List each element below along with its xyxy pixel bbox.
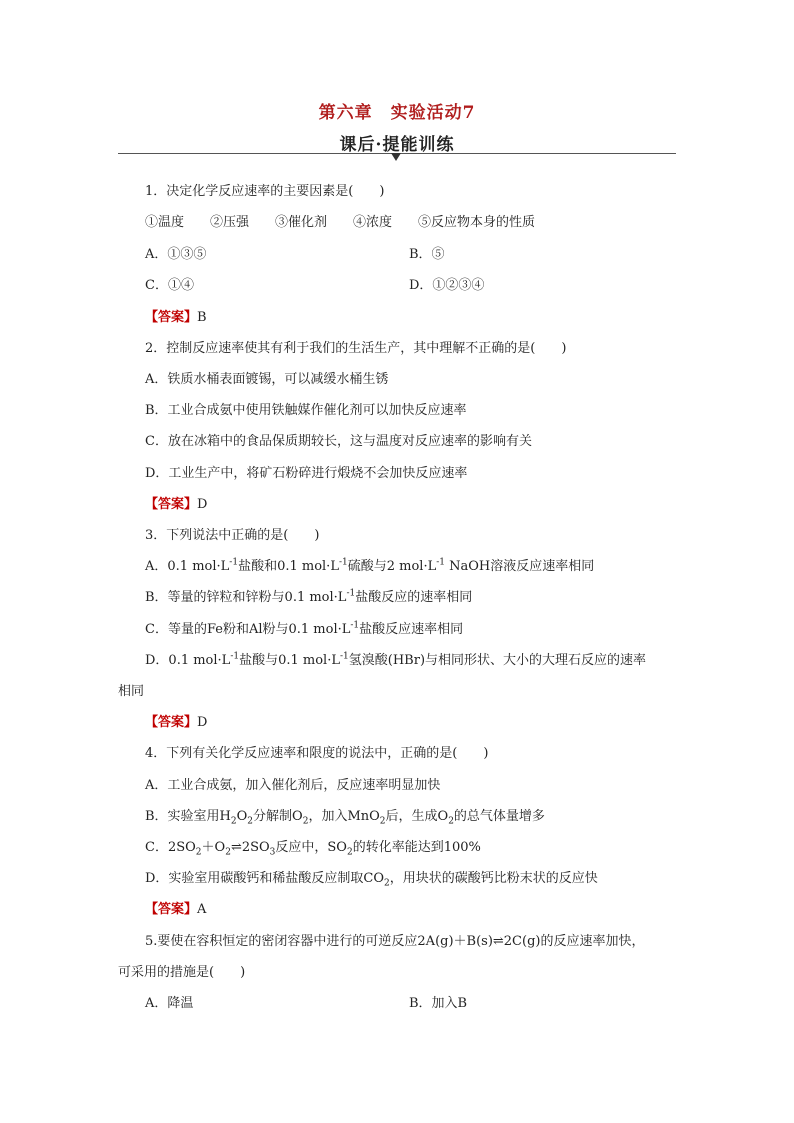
q3-option-d-cont: 相同 [118, 684, 145, 699]
q2-option-d: D．工业生产中，将矿石粉碎进行煅烧不会加快反应速率 [145, 466, 468, 481]
q5-option-b: B．加入B [409, 996, 468, 1011]
q4-option-d: D．实验室用碳酸钙和稀盐酸反应制取$CO_2$，用块状的碳酸钙比粉末状的反应快 [145, 871, 598, 889]
q5-stem-cont: 可采用的措施是( ) [118, 965, 246, 980]
q4-stem: 4．下列有关化学反应速率和限度的说法中，正确的是( ) [145, 746, 489, 761]
down-triangle-icon [391, 153, 401, 161]
answer-label: 【答案】 [145, 310, 198, 325]
chapter-title: 第六章 实验活动7 [318, 103, 476, 123]
q4-option-a: A．工业合成氨，加入催化剂后，反应速率明显加快 [145, 778, 441, 793]
q1-option-a: A．①③⑤ [145, 247, 207, 262]
q3-answer [145, 714, 207, 732]
q1-option-b: B．⑤ [409, 247, 445, 262]
q4-option-b: B．实验室用$H_2O_2$分解制$O_2$，加入MnO$_2$后，生成$O_2$的总气体量增多 [145, 809, 545, 827]
q3-option-b: B．等量的锌粒和锌粉与0.1 $mol\cdot L^{-1}$盐酸反应的速率相同 [145, 588, 473, 605]
q3-option-a: A．0.1 $mol\cdot L^{-1}$盐酸和0.1 $mol\cdot L^{-1}$硫酸与2 $mol\cdot L^{-1}$ NaOH溶液反应速率相同 [145, 557, 595, 574]
section-subtitle: 课后·提能训练 [339, 135, 455, 155]
q2-answer [145, 496, 207, 514]
q4-answer-value: A [197, 902, 207, 917]
q1-answer [145, 309, 207, 327]
q1-items: ①温度 ②压强 ③催化剂 ④浓度 ⑤反应物本身的性质 [145, 215, 536, 230]
q3-stem: 3．下列说法中正确的是( ) [145, 528, 320, 543]
answer-label: 【答案】 [145, 902, 198, 917]
q2-option-c: C．放在冰箱中的食品保质期较长，这与温度对反应速率的影响有关 [145, 434, 532, 449]
q4-answer [145, 901, 206, 919]
q1-option-d: D．①②③④ [409, 278, 485, 293]
q2-option-b: B．工业合成氨中使用铁触媒作催化剂可以加快反应速率 [145, 403, 467, 418]
q3-option-c: C．等量的Fe粉和Al粉与0.1 $mol\cdot L^{-1}$盐酸反应速率相同 [145, 620, 464, 637]
q2-stem: 2．控制反应速率使其有利于我们的生活生产，其中理解不正确的是( ) [145, 341, 567, 356]
q1-stem: 1．决定化学反应速率的主要因素是( ) [145, 184, 385, 199]
q1-option-c: C．①④ [145, 278, 194, 293]
q2-option-a: A．铁质水桶表面镀锡，可以减缓水桶生锈 [145, 372, 389, 387]
q4-option-c: C．$2SO_2+O_2\rightleftharpoons 2SO_3$反应中，$SO_2$的转化率能达到100% [145, 840, 481, 858]
answer-label: 【答案】 [145, 497, 198, 512]
q5-option-a: A．降温 [145, 996, 194, 1011]
q1-answer-value: B [197, 310, 207, 325]
q5-stem: 5.要使在容积恒定的密闭容器中进行的可逆反应2A(g)＋B(s)⇌2C(g)的反应速率加快， [145, 934, 645, 949]
q3-option-d: D．0.1 $mol\cdot L^{-1}$盐酸与0.1 $mol\cdot L^{-1}$氢溴酸(HBr)与相同形状、大小的大理石反应的速率 [145, 651, 647, 668]
q2-answer-value: D [197, 497, 208, 512]
q3-answer-value: D [197, 715, 208, 730]
answer-label: 【答案】 [145, 715, 198, 730]
